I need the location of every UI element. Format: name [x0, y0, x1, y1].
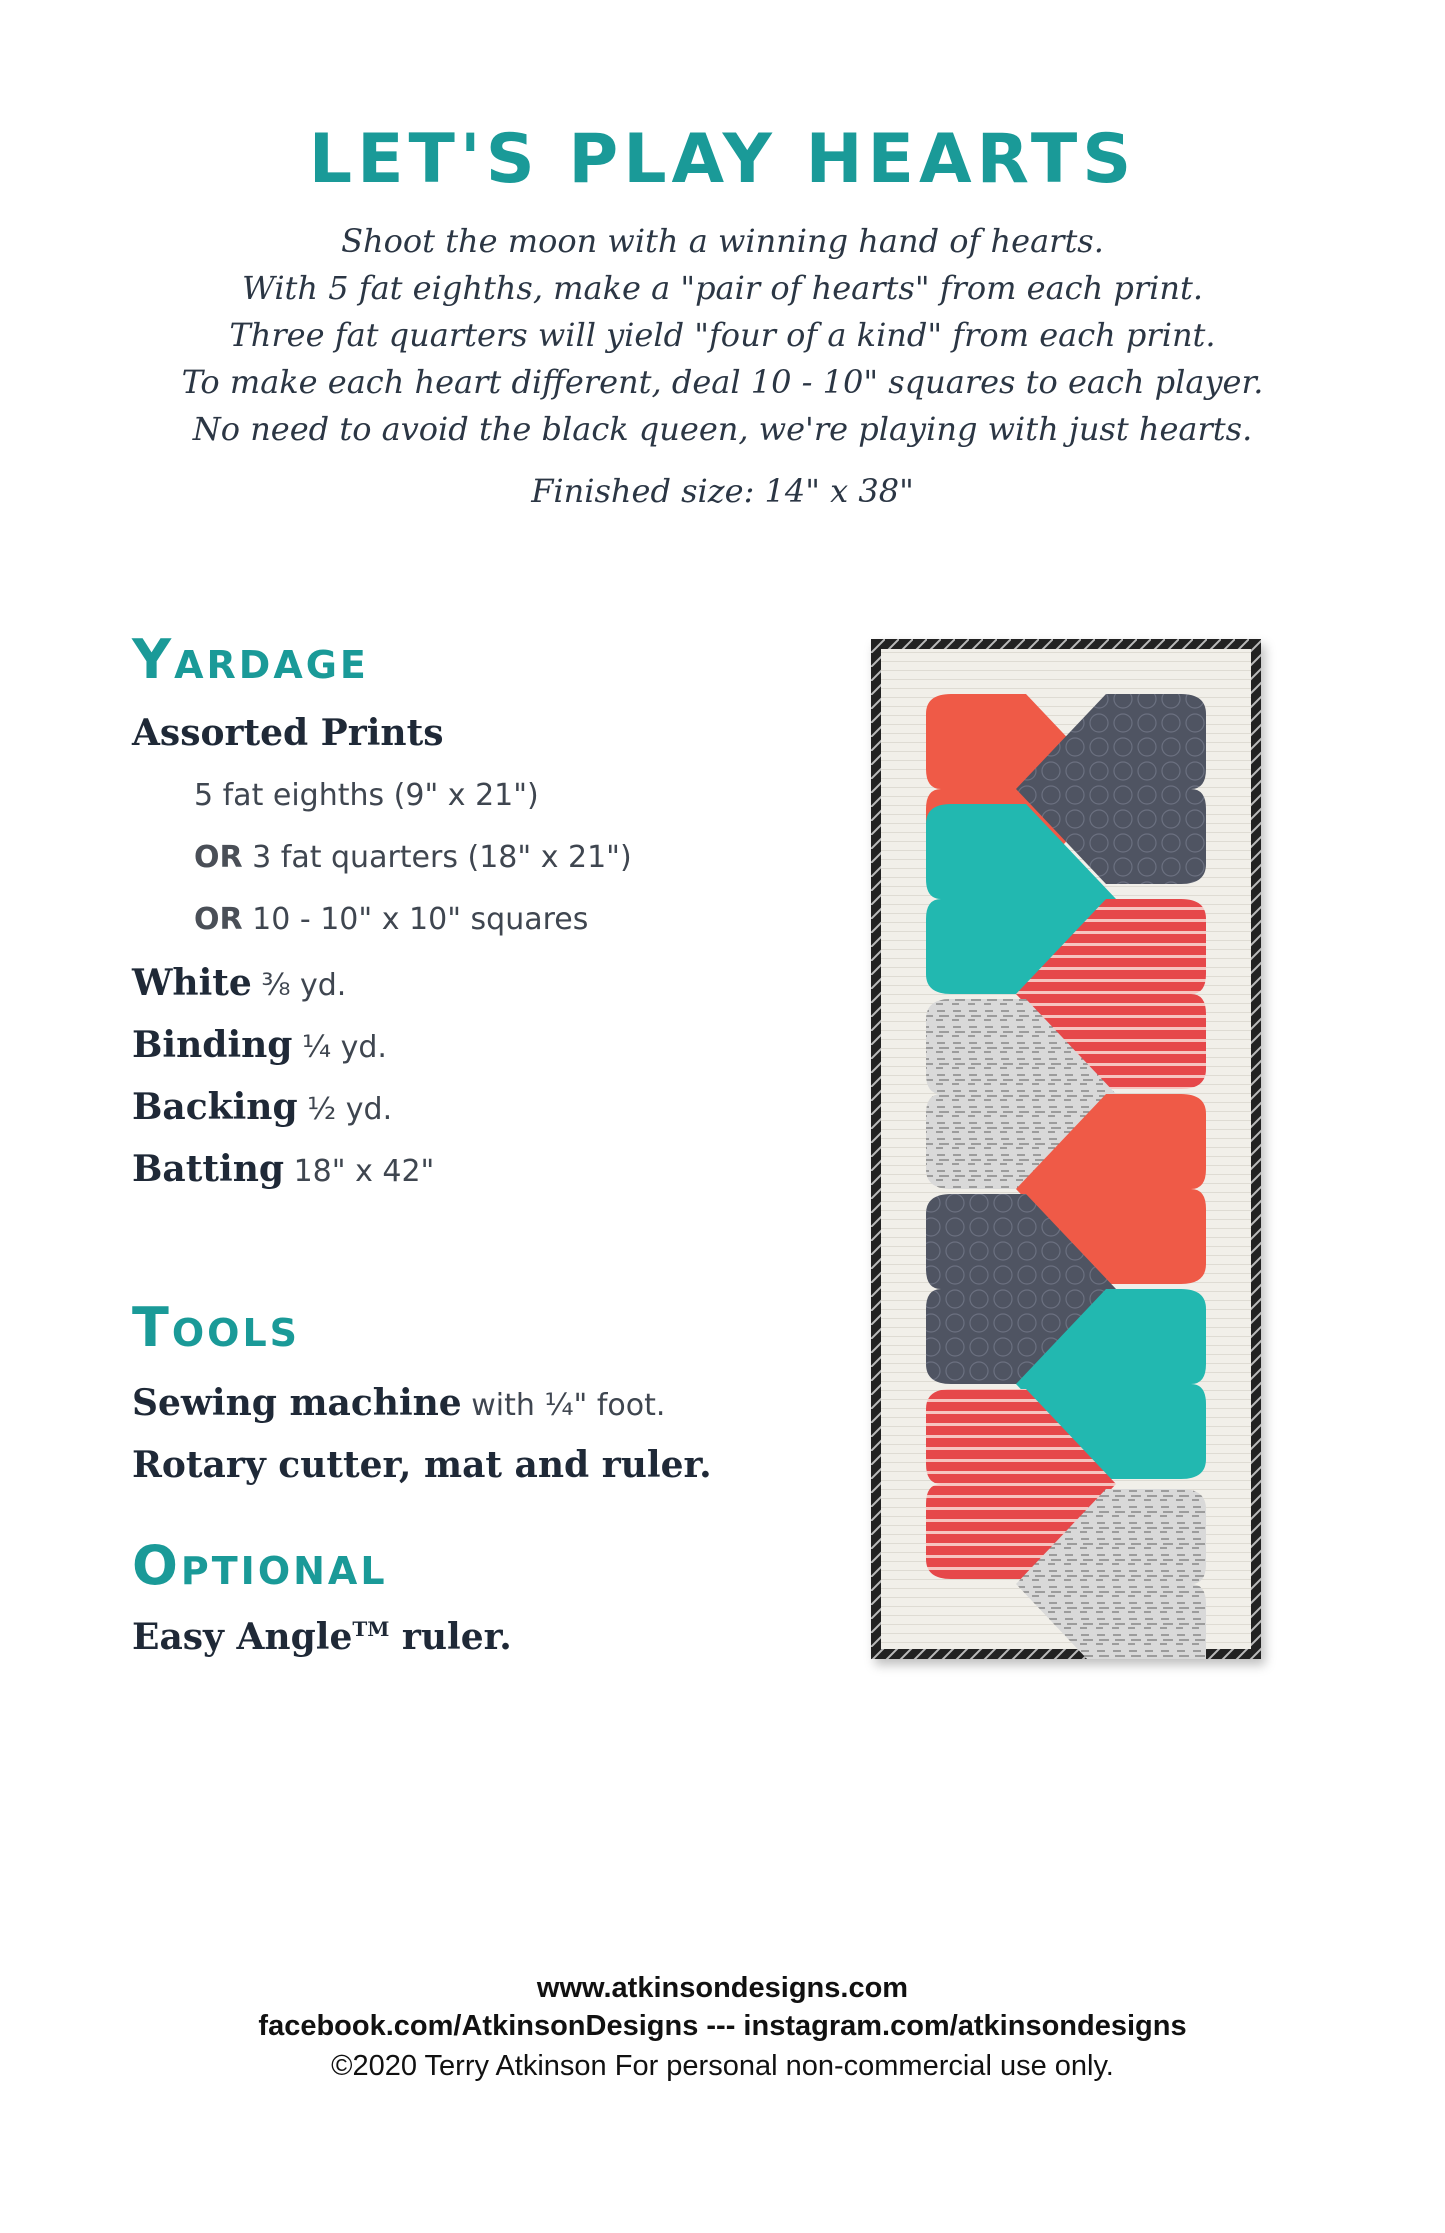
yardage-item-label: White	[132, 962, 252, 1004]
yardage-option	[194, 778, 539, 813]
option-prefix: OR	[194, 840, 243, 875]
yardage-item-label: Binding	[132, 1024, 293, 1066]
option-text: 5 fat eighths (9" x 21")	[194, 778, 539, 813]
yardage-item	[132, 1148, 434, 1190]
optional-item-suffix: ruler.	[389, 1616, 512, 1658]
quilt-photo	[871, 639, 1261, 1659]
yardage-item-amount: ⅜ yd.	[251, 968, 347, 1003]
intro-line: Three fat quarters will yield "four of a kind" from each print.	[229, 316, 1216, 354]
yardage-item-label: Backing	[132, 1086, 298, 1128]
tool-item-label: Rotary cutter, mat and ruler.	[132, 1444, 712, 1486]
option-text: 10 - 10" x 10" squares	[242, 902, 589, 937]
tool-item-detail: with ¼" foot.	[461, 1388, 666, 1423]
intro-text	[0, 218, 1445, 453]
yardage-item-amount: ¼ yd.	[292, 1030, 387, 1065]
intro-line: With 5 fat eighths, make a "pair of hearts" from each print.	[241, 269, 1203, 307]
yardage-item-label: Batting	[132, 1148, 285, 1190]
tool-item-label: Sewing machine	[132, 1382, 462, 1424]
optional-item-name: Easy Angle	[132, 1616, 353, 1658]
footer-website[interactable]: www.atkinsondesigns.com	[536, 1972, 909, 2004]
yardage-item	[132, 1086, 392, 1128]
option-text: 3 fat quarters (18" x 21")	[242, 840, 632, 875]
yardage-option	[194, 840, 632, 875]
optional-item	[132, 1616, 512, 1658]
yardage-item-amount: 18" x 42"	[284, 1154, 435, 1189]
pattern-title: LET'S PLAY HEARTS	[308, 120, 1137, 199]
yardage-option	[194, 902, 588, 937]
yardage-heading: Yardage	[132, 628, 369, 691]
tools-heading: Tools	[132, 1296, 301, 1359]
intro-line: Shoot the moon with a winning hand of hearts.	[341, 222, 1104, 260]
footer-copyright: ©2020 Terry Atkinson For personal non-commercial use only.	[331, 2050, 1114, 2082]
assorted-prints-label: Assorted Prints	[132, 712, 444, 754]
intro-line: No need to avoid the black queen, we're playing with just hearts.	[192, 410, 1253, 448]
tool-item	[132, 1382, 665, 1424]
footer-social[interactable]: facebook.com/AtkinsonDesigns --- instagram.com/atkinsondesigns	[258, 2010, 1187, 2042]
option-prefix: OR	[194, 902, 243, 937]
tool-item	[132, 1444, 712, 1486]
intro-line: To make each heart different, deal 10 - 10" squares to each player.	[181, 363, 1264, 401]
finished-size: Finished size: 14" x 38"	[531, 472, 914, 510]
optional-heading: Optional	[132, 1534, 388, 1597]
yardage-item	[132, 962, 346, 1004]
trademark-mark: TM	[352, 1617, 390, 1641]
yardage-item	[132, 1024, 387, 1066]
yardage-item-amount: ½ yd.	[297, 1092, 393, 1127]
